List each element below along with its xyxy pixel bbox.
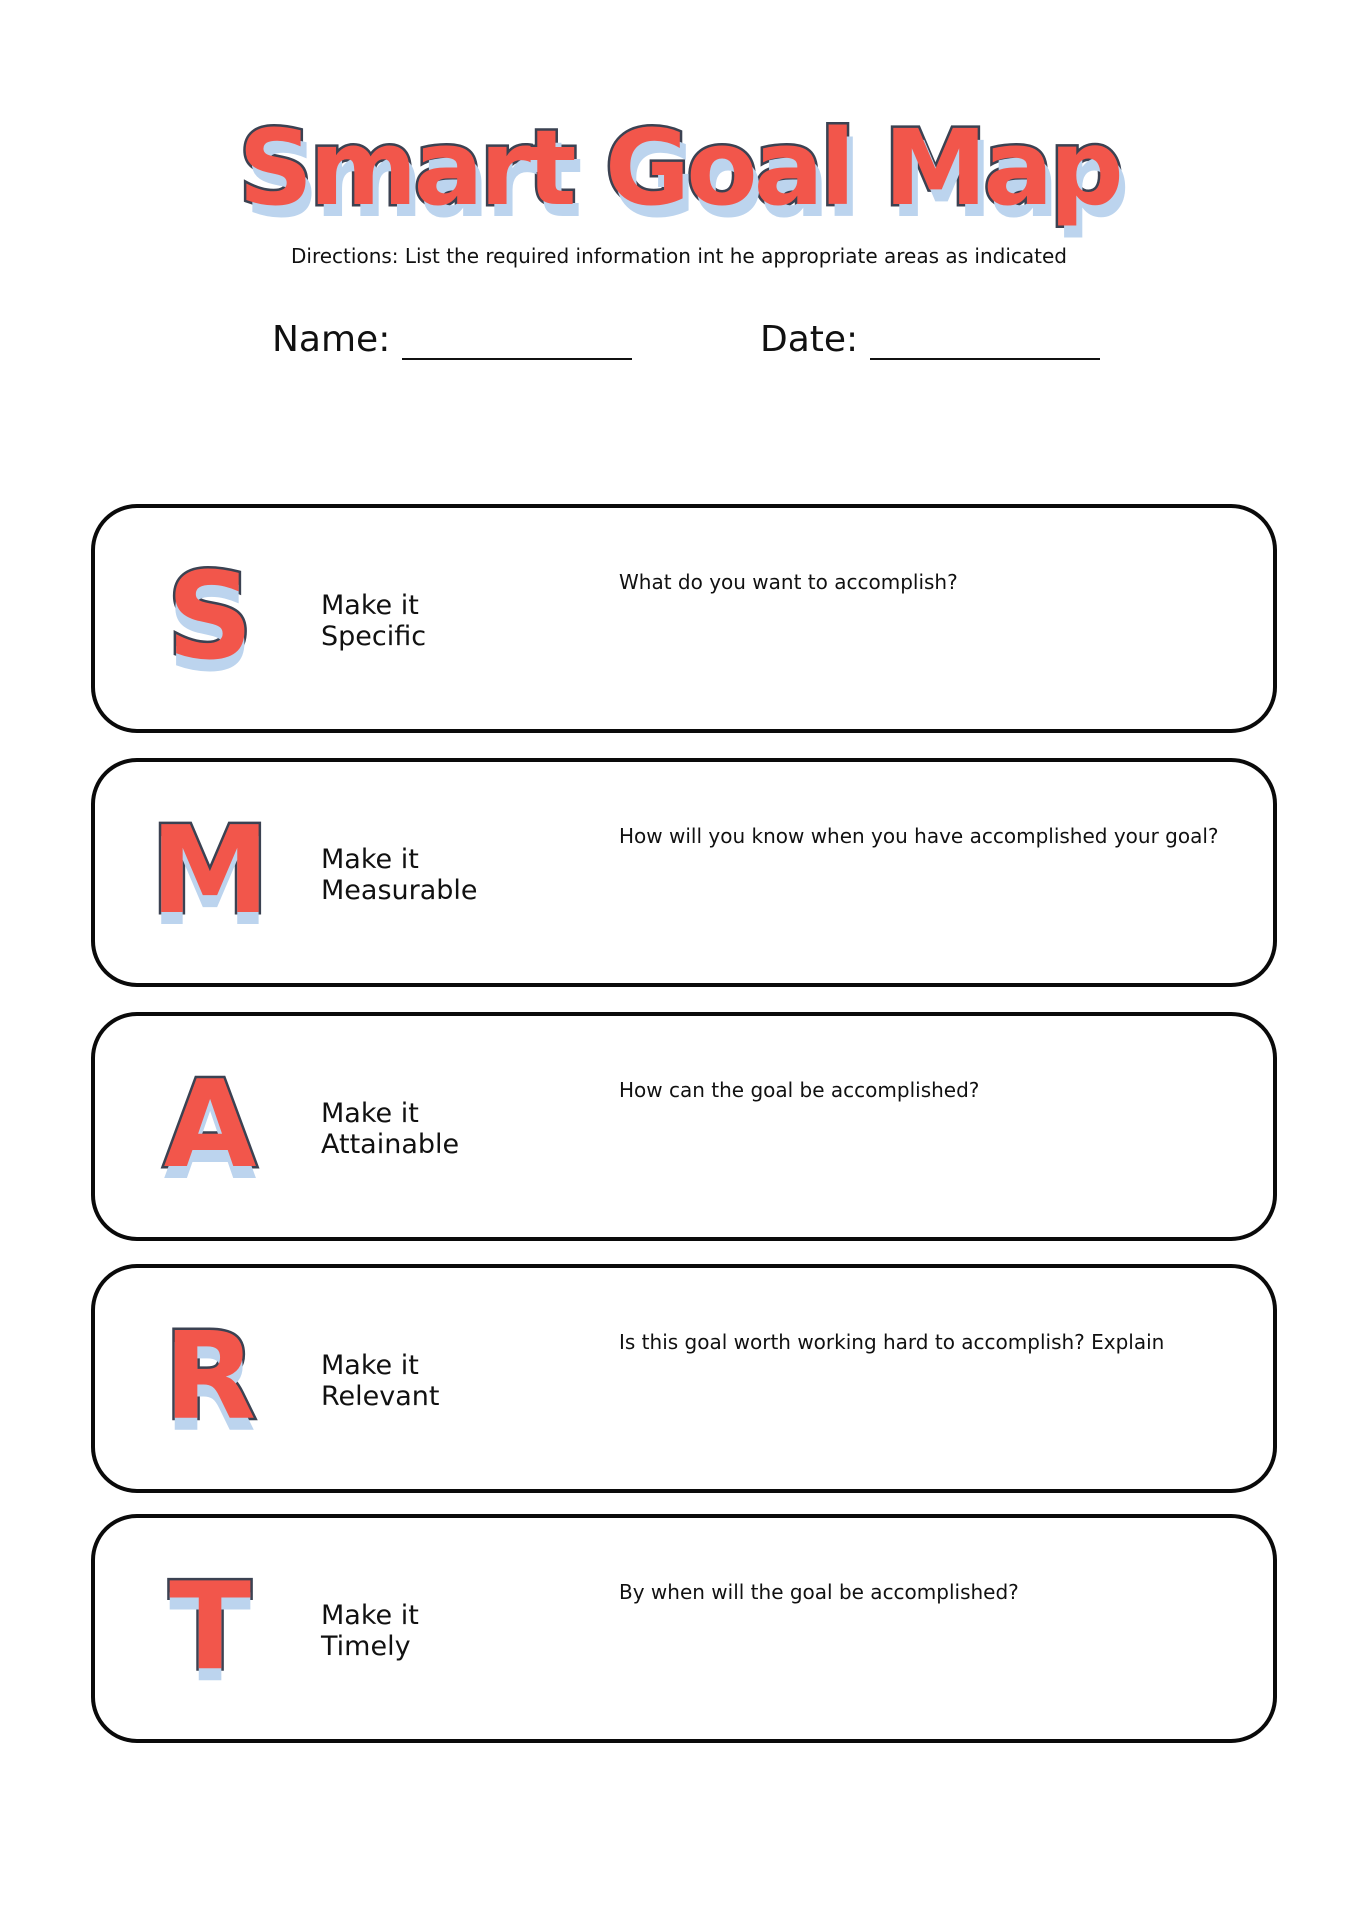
card-measurable[interactable]	[91, 758, 1277, 987]
card-label-line2: Relevant	[321, 1381, 440, 1412]
card-question: By when will the goal be accomplished?	[619, 1580, 1019, 1604]
card-label	[321, 590, 426, 652]
card-relevant[interactable]	[91, 1264, 1277, 1493]
letter-r-icon: R	[163, 1308, 257, 1447]
date-label: Date:	[760, 319, 859, 360]
date-field[interactable]	[760, 318, 1100, 360]
card-label	[321, 1098, 459, 1160]
letter-m-icon: M	[150, 802, 270, 941]
letter-s-icon: S	[166, 548, 254, 687]
card-label-line2: Timely	[321, 1631, 411, 1662]
card-attainable[interactable]	[91, 1012, 1277, 1241]
name-blank-line[interactable]	[402, 318, 632, 360]
card-label	[321, 844, 478, 906]
card-specific[interactable]	[91, 504, 1277, 733]
card-label	[321, 1350, 440, 1412]
card-label	[321, 1600, 419, 1662]
card-question: What do you want to accomplish?	[619, 570, 958, 594]
card-label-line1: Make it	[321, 1600, 419, 1631]
letter-t-icon: T	[169, 1558, 251, 1697]
letter-a-icon: A	[163, 1056, 257, 1195]
card-question: How can the goal be accomplished?	[619, 1078, 980, 1102]
card-question: How will you know when you have accomplished your goal?	[619, 824, 1219, 848]
card-timely[interactable]	[91, 1514, 1277, 1743]
card-label-line1: Make it	[321, 590, 419, 621]
card-label-line1: Make it	[321, 844, 419, 875]
directions-text: Directions: List the required information int he appropriate areas as indicated	[291, 244, 1067, 268]
name-field[interactable]	[272, 318, 632, 360]
card-label-line2: Specific	[321, 621, 427, 652]
date-blank-line[interactable]	[870, 318, 1100, 360]
card-question: Is this goal worth working hard to accomplish? Explain	[619, 1330, 1165, 1354]
page-title: Smart Goal Map	[238, 107, 1120, 229]
card-label-line2: Attainable	[321, 1129, 460, 1160]
card-label-line1: Make it	[321, 1350, 419, 1381]
card-label-line1: Make it	[321, 1098, 419, 1129]
card-label-line2: Measurable	[321, 875, 478, 906]
name-label: Name:	[272, 319, 391, 360]
